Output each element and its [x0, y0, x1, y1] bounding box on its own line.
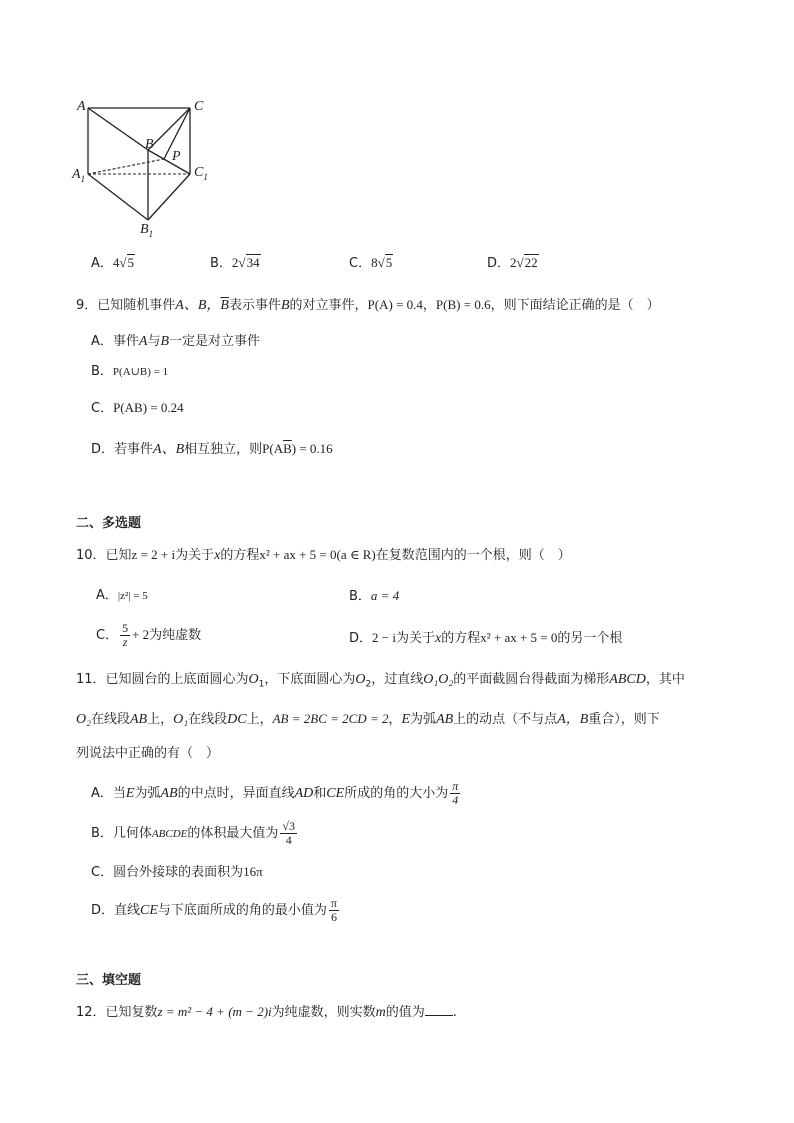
q9-option-d[interactable]: D．若事件A、B相互独立，则$P(A\overline{B}) = 0.16$	[91, 441, 333, 457]
label-A1: $A_1$	[72, 167, 86, 184]
label-A: A	[77, 99, 86, 114]
q11-option-a[interactable]: A．当E为弧AB的中点时，异面直线AD和CE所成的角的大小为 $\frac{\pi}{4}$	[91, 779, 459, 808]
label-P: P	[172, 149, 181, 164]
q11-stem-line3: 列说法中正确的有（ ）	[76, 746, 220, 761]
q10-option-b[interactable]: B．a = 4	[349, 588, 400, 604]
q8-option-d[interactable]: D．2√22	[487, 255, 538, 271]
q9-option-c[interactable]: C．P(AB) = 0.24	[91, 400, 184, 416]
q11-option-b[interactable]: B．几何体ABCDE的体积最大值为 $\frac{√3}{4}$	[91, 819, 295, 848]
label-B: B	[145, 137, 154, 152]
edge-AB	[88, 108, 148, 150]
q8-option-a[interactable]: A．4√5	[91, 255, 135, 271]
answer-blank[interactable]	[425, 1003, 453, 1016]
q11-option-d[interactable]: D．直线CE与下底面所成的角的最小值为 $\frac{\pi}{6}$	[91, 896, 337, 925]
q11-stem-line2: O₂在线段AB上，O₁在线段DC上，AB = 2BC = 2CD = 2，E为弧AB上的动点（不与点A，B重合），则下	[76, 711, 660, 727]
q11-option-c[interactable]: C．圆台外接球的表面积为16π	[91, 864, 263, 880]
label-C1: $C_1$	[194, 165, 208, 182]
q10-option-d[interactable]: D．2 − i为关于x的方程x² + ax + 5 = 0的另一个根	[349, 630, 623, 646]
q9-option-b[interactable]: B．P(A∪B) = 1	[91, 364, 169, 379]
q10-option-c[interactable]: C． $\frac{5}{z}$ + 2为纯虚数	[96, 621, 202, 650]
q8-option-c[interactable]: C．8√5	[349, 255, 393, 271]
q10-option-a[interactable]: A．|z²| = 5	[96, 588, 148, 603]
edge-B1C1	[148, 174, 190, 220]
edge-A1B1	[88, 174, 148, 220]
label-B1: $B_1$	[140, 222, 154, 239]
section-heading-multi-choice: 二、多选题	[76, 516, 142, 531]
section-heading-fill-blank: 三、填空题	[76, 973, 142, 988]
label-C: C	[194, 99, 204, 114]
q8-option-b[interactable]: B．2√34	[210, 255, 260, 271]
edge-BC	[148, 108, 190, 150]
q11-stem-line1: 11．已知圆台的上底面圆心为$O_1$，下底面圆心为$O_2$，过直线O₁O₂的平面截圆台得截面为梯形ABCD，其中	[76, 672, 685, 690]
edge-A1P	[88, 159, 164, 174]
q12-stem: 12．已知复数z = m² − 4 + (m − 2)i为纯虚数，则实数m的值为 .	[76, 1004, 457, 1020]
q9-option-a[interactable]: A．事件A与B一定是对立事件	[91, 334, 261, 349]
q9-stem: 9．已知随机事件A、B，$\overline{B}$表示事件B的对立事件，P(A) = 0.4，P(B) = 0.6，则下面结论正确的是（ ）	[76, 297, 660, 313]
edge-BC1	[148, 150, 190, 174]
q10-stem: 10．已知z = 2 + i为关于x的方程x² + ax + 5 = 0(a ∈ R)在复数范围内的一个根，则（ ）	[76, 547, 571, 563]
